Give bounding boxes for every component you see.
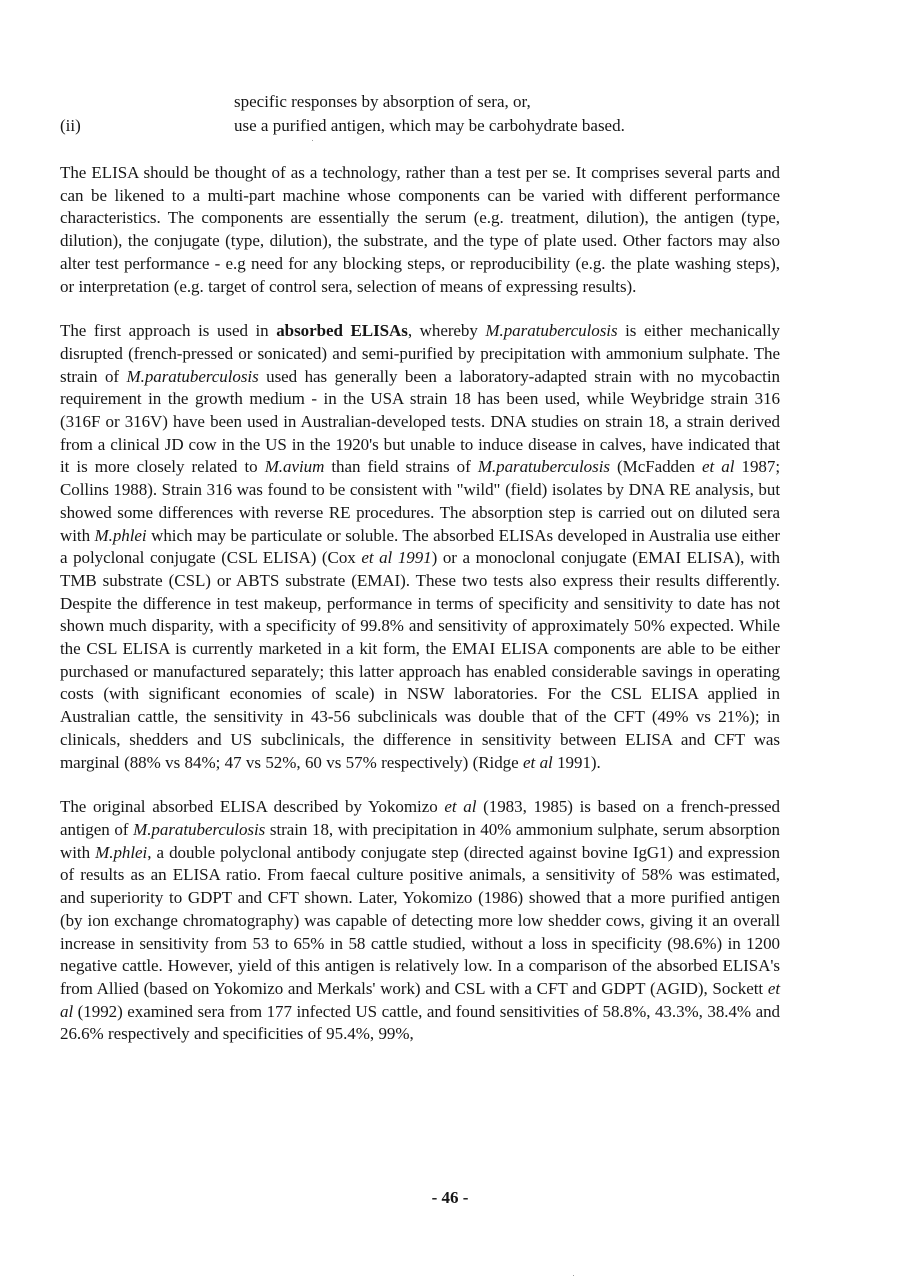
text-run: , whereby: [407, 321, 486, 341]
italic-term: et al: [60, 978, 780, 1021]
italic-term: M.paratuberculosis: [133, 819, 266, 839]
italic-term: M.paratuberculosis: [485, 321, 618, 341]
italic-term: et al: [444, 797, 477, 817]
text-run: The first approach is used in: [60, 321, 277, 341]
text-run: 1991).: [552, 752, 601, 772]
list-item-text: use a purified antigen, which may be carbohydrate based.: [234, 116, 625, 135]
italic-term: M.paratuberculosis: [477, 457, 610, 477]
text-run: which may be particulate or soluble. The absorbed ELISAs developed in Australia use either a polyclonal conjugate (CSL ELISA) (Cox: [60, 525, 780, 568]
italic-term: M.phlei: [94, 525, 147, 545]
text-run: The original absorbed ELISA described by Yokomizo: [60, 797, 445, 817]
document-page: [60, 90, 780, 1046]
list-item-ii: [60, 114, 780, 138]
text-run: used has generally been a laboratory-adapted strain with no mycobactin requirement in the growth medium - in the USA strain 18 has been used, while Weybridge strain 316 (316F or 316V) have been used in Australian-developed tests. DNA studies on strain 18, a strain derived from a clinical JD cow in the US in the 1920's but unable to induce disease in calves, have indicated that it is more closely related to: [60, 366, 780, 477]
italic-term: et al: [523, 752, 553, 772]
text-run: ) or a monoclonal conjugate (EMAI ELISA), with TMB substrate (CSL) or ABTS substrate (EMAI). These two tests also express their results differently. Despite the difference in test makeup, performance in terms of specificity and sensitivity to date has not shown much disparity, with a specificity of 99.8% and sensitivity of approximately 50% expected. While the CSL ELISA is currently marketed in a kit form, the EMAI ELISA components are able to be either purchased or manufactured separately; this latter approach has enabled considerable savings in operating costs (with significant economies of scale) in NSW laboratories. For the CSL ELISA applied in Australian cattle, the sensitivity in 43-56 subclinicals was double that of the CFT (49% vs 21%); in clinicals, shedders and US subclinicals, the difference in sensitivity between ELISA and CFT was marginal (88% vs 84%; 47 vs 52%, 60 vs 57% respectively) (Ridge: [60, 548, 780, 772]
text-run: , a double polyclonal antibody conjugate step (directed against bovine IgG1) and expression of results as an ELISA ratio. From faecal culture positive animals, a sensitivity of 58% was estimated, and superiority to GDPT and CFT shown. Later, Yokomizo (1986) showed that a more purified antigen (by ion exchange chromatography) was capable of detecting more low shedder cows, giving it an overall increase in sensitivity from 53 to 65% in 58 cattle studied, without a loss in specificity (98.6%) in 1200 negative cattle. However, yield of this antigen is relatively low. In a comparison of the absorbed ELISA's from Allied (based on Yokomizo and Merkals' work) and CSL with a CFT and GDPT (AGID), Sockett: [60, 842, 780, 998]
list-item-text: specific responses by absorption of sera, or,: [234, 92, 531, 111]
italic-term: M.paratuberculosis: [126, 366, 259, 386]
scan-speck: [312, 140, 313, 141]
italic-term: M.phlei: [95, 842, 148, 862]
text-run: than field strains of: [324, 457, 478, 477]
italic-term: et al 1991: [361, 548, 432, 568]
bold-term: absorbed ELISAs: [276, 321, 408, 341]
text-run: strain 18, with precipitation in 40% ammonium sulphate, serum absorption with: [60, 819, 780, 862]
scan-speck: [573, 1275, 574, 1276]
italic-term: M.avium: [264, 457, 325, 477]
list-item-continuation: [60, 90, 780, 114]
text-run: 1987; Collins 1988). Strain 316 was found to be consistent with "wild" (field) isolates by DNA RE analysis, but showed some differences with reverse RE procedures. The absorption step is carried out on diluted sera with: [60, 457, 781, 545]
text-run: is either mechanically disrupted (french-pressed or sonicated) and semi-purified by precipitation with ammonium sulphate. The strain of: [60, 321, 780, 386]
paragraph-original-absorbed-elisa: [60, 796, 780, 1046]
page-number: - 46 -: [431, 1188, 469, 1207]
text-run: (1983, 1985) is based on a french-pressed antigen of: [60, 797, 780, 839]
italic-term: et al: [702, 457, 735, 477]
paragraph-absorbed-elisas: [60, 320, 780, 774]
list-marker: (ii): [60, 116, 81, 135]
paragraph-elisa-technology: The ELISA should be thought of as a technology, rather than a test per se. It comprises several parts and can be likened to a multi-part machine whose components can be varied with different performance characteristics. The components are essentially the serum (e.g. treatment, dilution), the antigen (type, dilution), the conjugate (type, dilution), the substrate, and the type of plate used. Other factors may also alter test performance - e.g need for any blocking steps, or reproducibility (e.g. the plate washing steps), or interpretation (e.g. target of control sera, selection of means of expressing results).: [60, 163, 780, 296]
text-run: (1992) examined sera from 177 infected US cattle, and found sensitivities of 58.8%, 43.3%, 38.4% and 26.6% respectively and specificities of 95.4%, 99%,: [60, 1001, 780, 1044]
text-run: (McFadden: [609, 457, 703, 477]
